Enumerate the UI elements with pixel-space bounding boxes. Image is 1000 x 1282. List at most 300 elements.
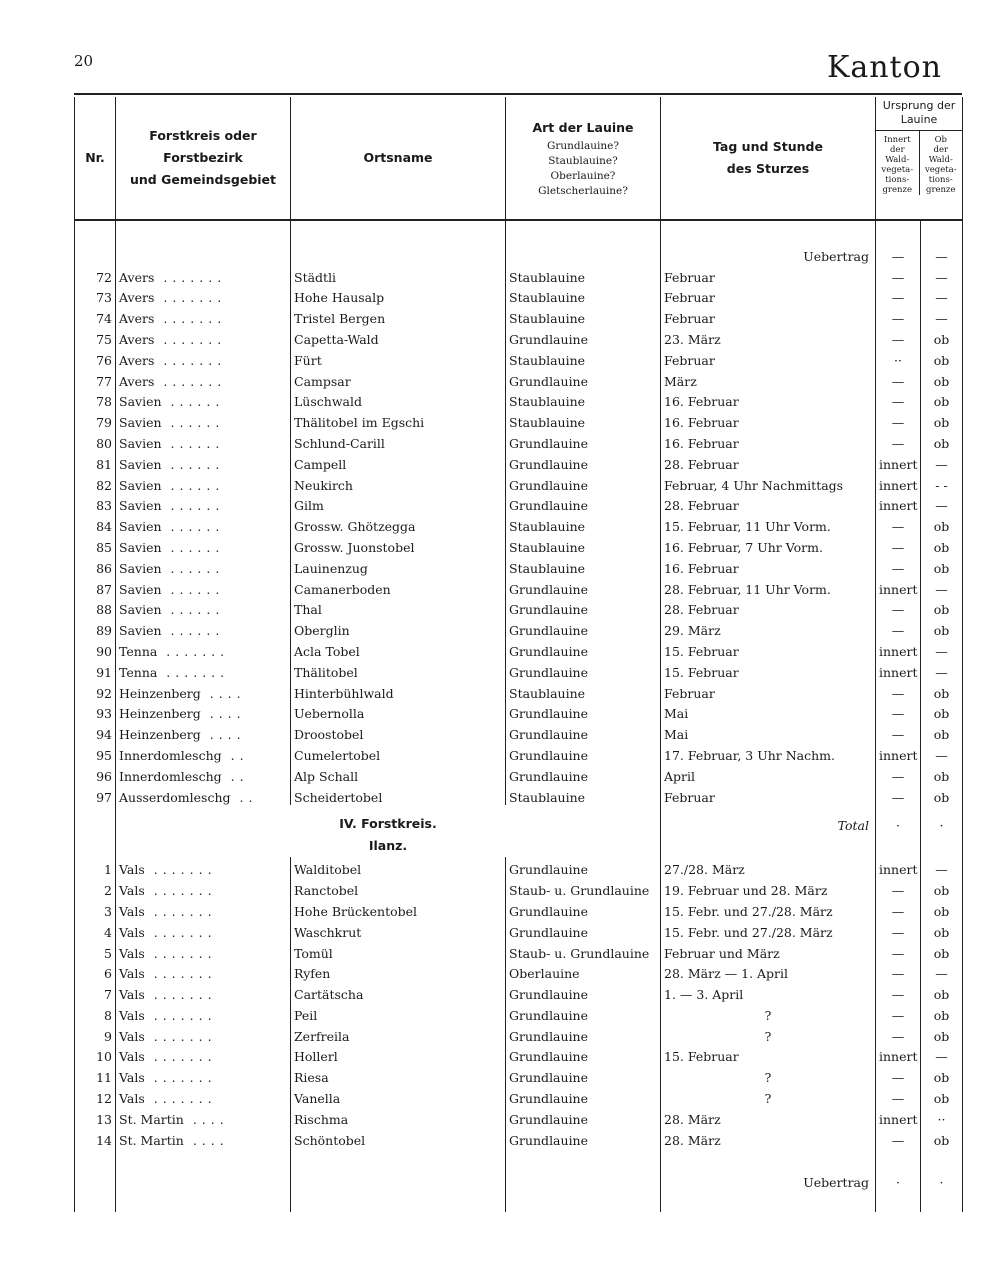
row-gemeinde: Vals ....... <box>116 898 291 919</box>
row-ob: - - <box>921 472 963 493</box>
row-nr: 90 <box>75 638 116 659</box>
row-innert: — <box>876 961 921 982</box>
row-tag: Februar <box>661 347 876 368</box>
row-ob: — <box>921 576 963 597</box>
row-art: Staublauine <box>506 264 661 285</box>
col-header-tag <box>661 97 876 220</box>
row-gemeinde: Avers ....... <box>116 264 291 285</box>
row-ortsname: Hohe Brückentobel <box>291 898 506 919</box>
total-label: Total <box>661 805 876 833</box>
col-header-ortsname: Ortsname <box>291 97 506 220</box>
row-innert: — <box>876 680 921 701</box>
col-header-forstkreis-line2: Forstbezirk <box>163 150 243 165</box>
table-row <box>75 877 963 898</box>
row-tag: 28. März <box>661 1127 876 1148</box>
row-innert: — <box>876 898 921 919</box>
row-innert: — <box>876 513 921 534</box>
row-tag: 16. Februar <box>661 409 876 430</box>
row-nr: 14 <box>75 1127 116 1148</box>
table-row <box>75 409 963 430</box>
row-nr: 76 <box>75 347 116 368</box>
carry-bottom-ob: · <box>921 1170 963 1191</box>
row-nr: 85 <box>75 534 116 555</box>
row-art: Staublauine <box>506 305 661 326</box>
leader-dots: ...... <box>161 581 225 597</box>
row-tag: April <box>661 763 876 784</box>
row-ob: ob <box>921 326 963 347</box>
row-gemeinde: Ausserdomleschg .. <box>116 784 291 805</box>
row-ob: ob <box>921 1085 963 1106</box>
table-row <box>75 1044 963 1065</box>
spacer-row <box>75 1190 963 1212</box>
row-art: Staublauine <box>506 784 661 805</box>
row-ob: ob <box>921 1127 963 1148</box>
row-ortsname: Rischma <box>291 1106 506 1127</box>
row-nr: 4 <box>75 919 116 940</box>
row-ob: ob <box>921 347 963 368</box>
row-art: Grundlauine <box>506 597 661 618</box>
row-gemeinde: Avers ....... <box>116 368 291 389</box>
carry-top-row <box>75 243 963 264</box>
row-gemeinde: Avers ....... <box>116 347 291 368</box>
table-row <box>75 680 963 701</box>
col-header-art-title: Art der Lauine <box>532 120 634 135</box>
row-nr: 89 <box>75 617 116 638</box>
row-tag: Februar <box>661 680 876 701</box>
leader-dots: ...... <box>161 435 225 451</box>
row-nr: 2 <box>75 877 116 898</box>
row-tag: Mai <box>661 721 876 742</box>
row-nr: 96 <box>75 763 116 784</box>
table-row <box>75 1002 963 1023</box>
row-gemeinde: St. Martin .... <box>116 1106 291 1127</box>
row-nr: 87 <box>75 576 116 597</box>
row-innert: — <box>876 389 921 410</box>
row-art: Staublauine <box>506 347 661 368</box>
row-art: Grundlauine <box>506 576 661 597</box>
carry-bottom-innert: · <box>876 1170 921 1191</box>
leader-dots: ....... <box>154 269 227 285</box>
row-tag: ? <box>661 1064 876 1085</box>
leader-dots: ....... <box>144 1007 217 1023</box>
row-art: Grundlauine <box>506 1127 661 1148</box>
leader-dots: ...... <box>161 394 225 410</box>
table-row <box>75 919 963 940</box>
col-header-ursprung-line2: Lauine <box>900 113 938 126</box>
row-nr: 95 <box>75 742 116 763</box>
row-gemeinde: Avers ....... <box>116 285 291 306</box>
row-tag: Februar <box>661 784 876 805</box>
row-ortsname: Oberglin <box>291 617 506 638</box>
row-ortsname: Cumelertobel <box>291 742 506 763</box>
row-ortsname: Campsar <box>291 368 506 389</box>
row-ob: ob <box>921 1002 963 1023</box>
carry-top-innert: — <box>876 243 921 264</box>
row-tag: 15. Februar <box>661 638 876 659</box>
row-innert: innert <box>876 742 921 763</box>
row-gemeinde: Savien ...... <box>116 597 291 618</box>
row-ob: — <box>921 742 963 763</box>
table-row <box>75 857 963 878</box>
row-tag: ? <box>661 1002 876 1023</box>
row-gemeinde: Vals ....... <box>116 1023 291 1044</box>
row-tag: 29. März <box>661 617 876 638</box>
total-row <box>75 805 963 833</box>
row-tag: Februar, 4 Uhr Nachmittags <box>661 472 876 493</box>
row-ob: ob <box>921 784 963 805</box>
table-row <box>75 617 963 638</box>
carry-bottom-row <box>75 1170 963 1191</box>
row-ortsname: Schlund-Carill <box>291 430 506 451</box>
row-innert: — <box>876 1085 921 1106</box>
row-ob: — <box>921 451 963 472</box>
row-art: Grundlauine <box>506 638 661 659</box>
row-nr: 13 <box>75 1106 116 1127</box>
row-ob: ob <box>921 919 963 940</box>
row-innert: — <box>876 617 921 638</box>
row-art: Oberlauine <box>506 961 661 982</box>
row-tag: 28. Februar <box>661 451 876 472</box>
row-gemeinde: Vals ....... <box>116 877 291 898</box>
row-tag: 27./28. März <box>661 857 876 878</box>
row-ortsname: Grossw. Juonstobel <box>291 534 506 555</box>
row-tag: 28. März — 1. April <box>661 961 876 982</box>
row-art: Grundlauine <box>506 763 661 784</box>
row-tag: 19. Februar und 28. März <box>661 877 876 898</box>
section-title: IV. Forstkreis. <box>339 815 437 831</box>
row-nr: 5 <box>75 940 116 961</box>
table-row <box>75 347 963 368</box>
leader-dots: ....... <box>144 924 217 940</box>
leader-dots: ...... <box>161 456 225 472</box>
row-ob: ob <box>921 680 963 701</box>
row-gemeinde: Avers ....... <box>116 326 291 347</box>
row-ortsname: Alp Schall <box>291 763 506 784</box>
row-innert: innert <box>876 576 921 597</box>
row-art: Grundlauine <box>506 1064 661 1085</box>
row-innert: — <box>876 305 921 326</box>
row-art: Grundlauine <box>506 1023 661 1044</box>
row-tag: 15. Februar <box>661 1044 876 1065</box>
row-ortsname: Uebernolla <box>291 701 506 722</box>
col-header-forstkreis-line3: und Gemeindsgebiet <box>129 172 277 187</box>
leader-dots: ...... <box>161 560 225 576</box>
row-gemeinde: Vals ....... <box>116 961 291 982</box>
row-innert: innert <box>876 1106 921 1127</box>
leader-dots: ....... <box>144 1070 217 1086</box>
row-innert: — <box>876 409 921 430</box>
leader-dots: .. <box>221 747 249 763</box>
leader-dots: ...... <box>161 602 225 618</box>
row-art: Grundlauine <box>506 430 661 451</box>
row-tag: 16. Februar <box>661 389 876 410</box>
row-nr: 10 <box>75 1044 116 1065</box>
row-ob: ob <box>921 763 963 784</box>
table-row <box>75 285 963 306</box>
row-ortsname: Cartätscha <box>291 981 506 1002</box>
leader-dots: ....... <box>157 664 230 680</box>
row-art: Grundlauine <box>506 659 661 680</box>
row-nr: 77 <box>75 368 116 389</box>
leader-dots: ....... <box>144 966 217 982</box>
row-nr: 93 <box>75 701 116 722</box>
row-art: Grundlauine <box>506 326 661 347</box>
col-header-nr: Nr. <box>75 97 116 220</box>
row-gemeinde: Savien ...... <box>116 451 291 472</box>
row-ortsname: Acla Tobel <box>291 638 506 659</box>
leader-dots: ....... <box>154 373 227 389</box>
row-art: Staublauine <box>506 680 661 701</box>
col-header-forstkreis <box>116 97 291 220</box>
row-innert: — <box>876 1064 921 1085</box>
table-row <box>75 368 963 389</box>
table-row <box>75 326 963 347</box>
row-gemeinde: St. Martin .... <box>116 1127 291 1148</box>
total-innert: · <box>876 805 921 833</box>
row-ob: — <box>921 857 963 878</box>
leader-dots: .... <box>183 1111 229 1127</box>
table-row <box>75 763 963 784</box>
row-nr: 1 <box>75 857 116 878</box>
row-gemeinde: Vals ....... <box>116 981 291 1002</box>
row-ob: — <box>921 961 963 982</box>
row-ortsname: Tomül <box>291 940 506 961</box>
row-innert: ·· <box>876 347 921 368</box>
row-innert: — <box>876 368 921 389</box>
row-ortsname: Capetta-Wald <box>291 326 506 347</box>
col-header-art-sub2: Staublauine? <box>548 155 618 167</box>
row-gemeinde: Heinzenberg .... <box>116 721 291 742</box>
row-ortsname: Droostobel <box>291 721 506 742</box>
row-nr: 82 <box>75 472 116 493</box>
row-ob: ob <box>921 701 963 722</box>
row-innert: innert <box>876 857 921 878</box>
row-gemeinde: Savien ...... <box>116 430 291 451</box>
row-gemeinde: Tenna ....... <box>116 638 291 659</box>
row-ortsname: Lüschwald <box>291 389 506 410</box>
leader-dots: .. <box>221 768 249 784</box>
table-row <box>75 451 963 472</box>
row-ortsname: Hinterbühlwald <box>291 680 506 701</box>
row-art: Grundlauine <box>506 742 661 763</box>
table-row <box>75 1106 963 1127</box>
row-tag: 15. Febr. und 27./28. März <box>661 898 876 919</box>
row-tag: ? <box>661 1023 876 1044</box>
row-ortsname: Thälitobel <box>291 659 506 680</box>
row-innert: innert <box>876 493 921 514</box>
row-tag: 16. Februar <box>661 555 876 576</box>
row-ortsname: Zerfreila <box>291 1023 506 1044</box>
row-innert: — <box>876 940 921 961</box>
row-art: Grundlauine <box>506 472 661 493</box>
row-gemeinde: Savien ...... <box>116 493 291 514</box>
row-ortsname: Camanerboden <box>291 576 506 597</box>
row-ob: ob <box>921 940 963 961</box>
total-ob: · <box>921 805 963 833</box>
row-nr: 78 <box>75 389 116 410</box>
row-art: Grundlauine <box>506 1085 661 1106</box>
row-gemeinde: Savien ...... <box>116 389 291 410</box>
carry-top-label: Uebertrag <box>661 243 876 264</box>
row-tag: 15. Februar <box>661 659 876 680</box>
row-tag: März <box>661 368 876 389</box>
leader-dots: ...... <box>161 519 225 535</box>
leader-dots: .... <box>200 685 246 701</box>
row-nr: 91 <box>75 659 116 680</box>
row-art: Grundlauine <box>506 451 661 472</box>
row-gemeinde: Savien ...... <box>116 472 291 493</box>
table-row <box>75 1127 963 1148</box>
row-nr: 8 <box>75 1002 116 1023</box>
row-art: Grundlauine <box>506 1106 661 1127</box>
page-number: 20 <box>74 52 94 70</box>
row-ortsname: Ranctobel <box>291 877 506 898</box>
table-row <box>75 1023 963 1044</box>
row-gemeinde: Avers ....... <box>116 305 291 326</box>
table-row <box>75 1085 963 1106</box>
row-art: Grundlauine <box>506 1002 661 1023</box>
row-nr: 88 <box>75 597 116 618</box>
leader-dots: ....... <box>144 883 217 899</box>
row-nr: 75 <box>75 326 116 347</box>
row-ortsname: Tristel Bergen <box>291 305 506 326</box>
row-ob: ob <box>921 721 963 742</box>
row-ortsname: Hohe Hausalp <box>291 285 506 306</box>
row-ob: ob <box>921 368 963 389</box>
leader-dots: ....... <box>157 643 230 659</box>
row-ortsname: Fürt <box>291 347 506 368</box>
row-nr: 9 <box>75 1023 116 1044</box>
row-ortsname: Schöntobel <box>291 1127 506 1148</box>
row-gemeinde: Vals ....... <box>116 1085 291 1106</box>
row-innert: — <box>876 981 921 1002</box>
row-innert: — <box>876 721 921 742</box>
col-header-tag-line2: des Sturzes <box>726 161 810 176</box>
row-nr: 72 <box>75 264 116 285</box>
row-ob: — <box>921 305 963 326</box>
row-tag: Februar <box>661 264 876 285</box>
row-nr: 79 <box>75 409 116 430</box>
table-row <box>75 898 963 919</box>
row-art: Staub- u. Grundlauine <box>506 940 661 961</box>
col-header-art-sub4: Gletscherlauine? <box>538 185 628 197</box>
row-art: Grundlauine <box>506 701 661 722</box>
table-row <box>75 430 963 451</box>
table-row <box>75 701 963 722</box>
row-ortsname: Thälitobel im Egschi <box>291 409 506 430</box>
row-art: Grundlauine <box>506 368 661 389</box>
row-tag: 28. März <box>661 1106 876 1127</box>
row-nr: 83 <box>75 493 116 514</box>
row-art: Grundlauine <box>506 898 661 919</box>
row-art: Staublauine <box>506 389 661 410</box>
row-tag: 28. Februar <box>661 597 876 618</box>
row-gemeinde: Savien ...... <box>116 617 291 638</box>
row-gemeinde: Innerdomleschg .. <box>116 763 291 784</box>
row-nr: 6 <box>75 961 116 982</box>
row-ob: — <box>921 638 963 659</box>
table-row <box>75 638 963 659</box>
row-nr: 7 <box>75 981 116 1002</box>
row-ortsname: Scheidertobel <box>291 784 506 805</box>
leader-dots: ....... <box>154 311 227 327</box>
row-nr: 80 <box>75 430 116 451</box>
table-row <box>75 389 963 410</box>
row-nr: 11 <box>75 1064 116 1085</box>
leader-dots: .. <box>230 789 258 805</box>
row-ob: ob <box>921 389 963 410</box>
col-header-tag-line1: Tag und Stunde <box>713 139 823 154</box>
spacer-row <box>75 1148 963 1170</box>
table-row <box>75 742 963 763</box>
section-heading <box>116 805 661 857</box>
leader-dots: ....... <box>144 1091 217 1107</box>
row-tag: Februar <box>661 305 876 326</box>
top-rule <box>74 93 962 95</box>
col-header-innert: Innert der Wald- vegeta- tions- grenze <box>876 131 920 195</box>
leader-dots: .... <box>200 727 246 743</box>
leader-dots: ....... <box>144 903 217 919</box>
leader-dots: ....... <box>154 331 227 347</box>
row-ob: ob <box>921 981 963 1002</box>
row-gemeinde: Heinzenberg .... <box>116 701 291 722</box>
leader-dots: ....... <box>144 1049 217 1065</box>
row-innert: innert <box>876 638 921 659</box>
row-ob: ob <box>921 430 963 451</box>
row-innert: — <box>876 430 921 451</box>
table-row <box>75 1064 963 1085</box>
row-art: Staublauine <box>506 285 661 306</box>
table-row <box>75 472 963 493</box>
row-art: Grundlauine <box>506 981 661 1002</box>
row-ortsname: Städtli <box>291 264 506 285</box>
row-innert: — <box>876 877 921 898</box>
row-innert: — <box>876 1002 921 1023</box>
row-ob: ob <box>921 877 963 898</box>
row-innert: — <box>876 264 921 285</box>
row-art: Staublauine <box>506 409 661 430</box>
table-row <box>75 576 963 597</box>
row-tag: 1. — 3. April <box>661 981 876 1002</box>
avalanche-table <box>74 97 963 1212</box>
row-innert: innert <box>876 451 921 472</box>
row-gemeinde: Vals ....... <box>116 1044 291 1065</box>
table-row <box>75 784 963 805</box>
row-gemeinde: Heinzenberg .... <box>116 680 291 701</box>
row-gemeinde: Savien ...... <box>116 513 291 534</box>
row-nr: 74 <box>75 305 116 326</box>
row-art: Grundlauine <box>506 1044 661 1065</box>
row-ortsname: Lauinenzug <box>291 555 506 576</box>
row-nr: 81 <box>75 451 116 472</box>
page-heading: Kanton <box>826 50 942 85</box>
row-innert: — <box>876 597 921 618</box>
row-nr: 73 <box>75 285 116 306</box>
row-tag: 28. Februar <box>661 493 876 514</box>
leader-dots: ....... <box>154 290 227 306</box>
row-ob: ob <box>921 1064 963 1085</box>
col-header-art <box>506 97 661 220</box>
table-row <box>75 597 963 618</box>
row-gemeinde: Vals ....... <box>116 940 291 961</box>
row-ob: — <box>921 264 963 285</box>
row-nr: 84 <box>75 513 116 534</box>
leader-dots: ....... <box>144 1028 217 1044</box>
row-tag: 23. März <box>661 326 876 347</box>
leader-dots: ....... <box>144 862 217 878</box>
table-row <box>75 659 963 680</box>
col-header-forstkreis-line1: Forstkreis oder <box>149 128 257 143</box>
